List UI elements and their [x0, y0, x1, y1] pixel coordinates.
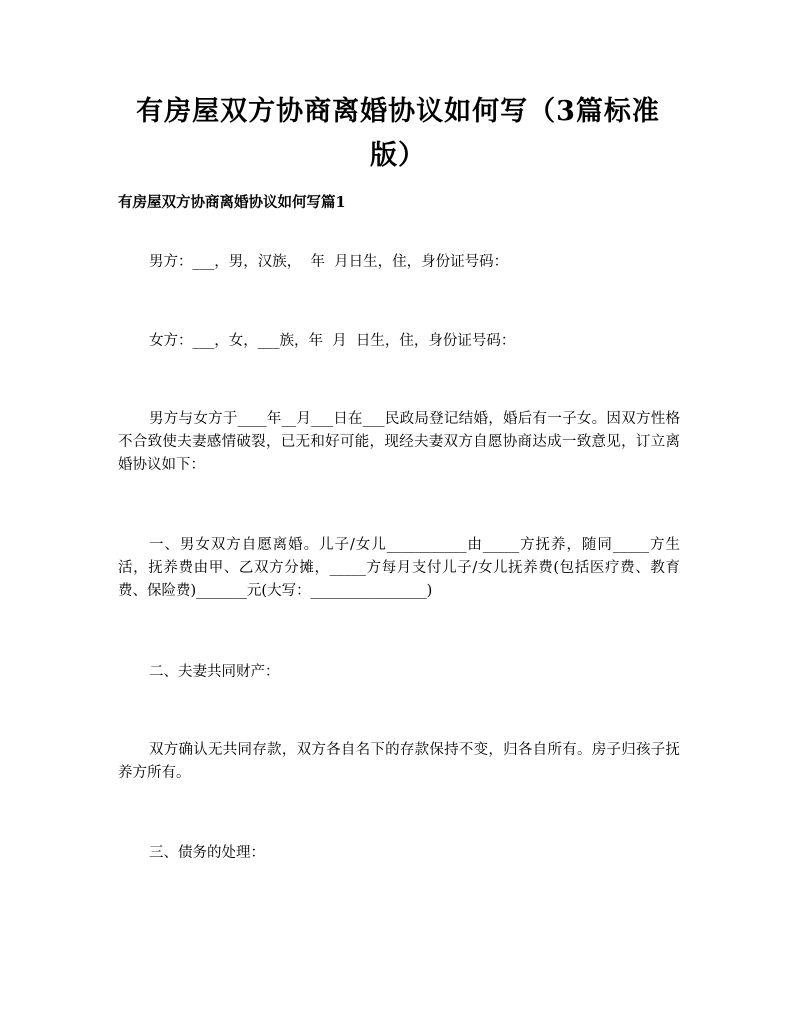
document-title: 有房屋双方协商离婚协议如何写（3篇标准版） — [136, 96, 660, 171]
paragraph-clause-2-property: 双方确认无共同存款，双方各自名下的存款保持不变，归各自所有。房子归孩子抚养方所有。 — [118, 742, 680, 781]
paragraph-clause-3-heading: 三、债务的处理： — [149, 845, 265, 861]
paragraph-male-party: 男方：___，男，汉族， 年 月日生，住，身份证号码： — [149, 254, 509, 270]
paragraph-marriage-background: 男方与女方于____年__月___日在___民政局登记结婚，婚后有一子女。因双方性格不合致使夫妻感情破裂，已无和好可能，现经夫妻双方自愿协商达成一致意见，订立离婚协议如下： — [118, 411, 680, 473]
section-heading: 有房屋双方协商离婚协议如何写篇1 — [118, 194, 346, 211]
paragraph-clause-1-custody: 一、男女双方自愿离婚。儿子/女儿___________由_____方抚养，随同_____方生活，抚养费由甲、乙双方分摊，_____方每月支付儿子/女儿抚养费(包括医疗费、教育费、保险费)_______元(大写：________________) — [118, 537, 680, 599]
paragraph-female-party: 女方：___，女，___族，年 月 日生，住，身份证号码： — [149, 333, 516, 349]
paragraph-clause-2-heading: 二、夫妻共同财产： — [149, 664, 280, 680]
